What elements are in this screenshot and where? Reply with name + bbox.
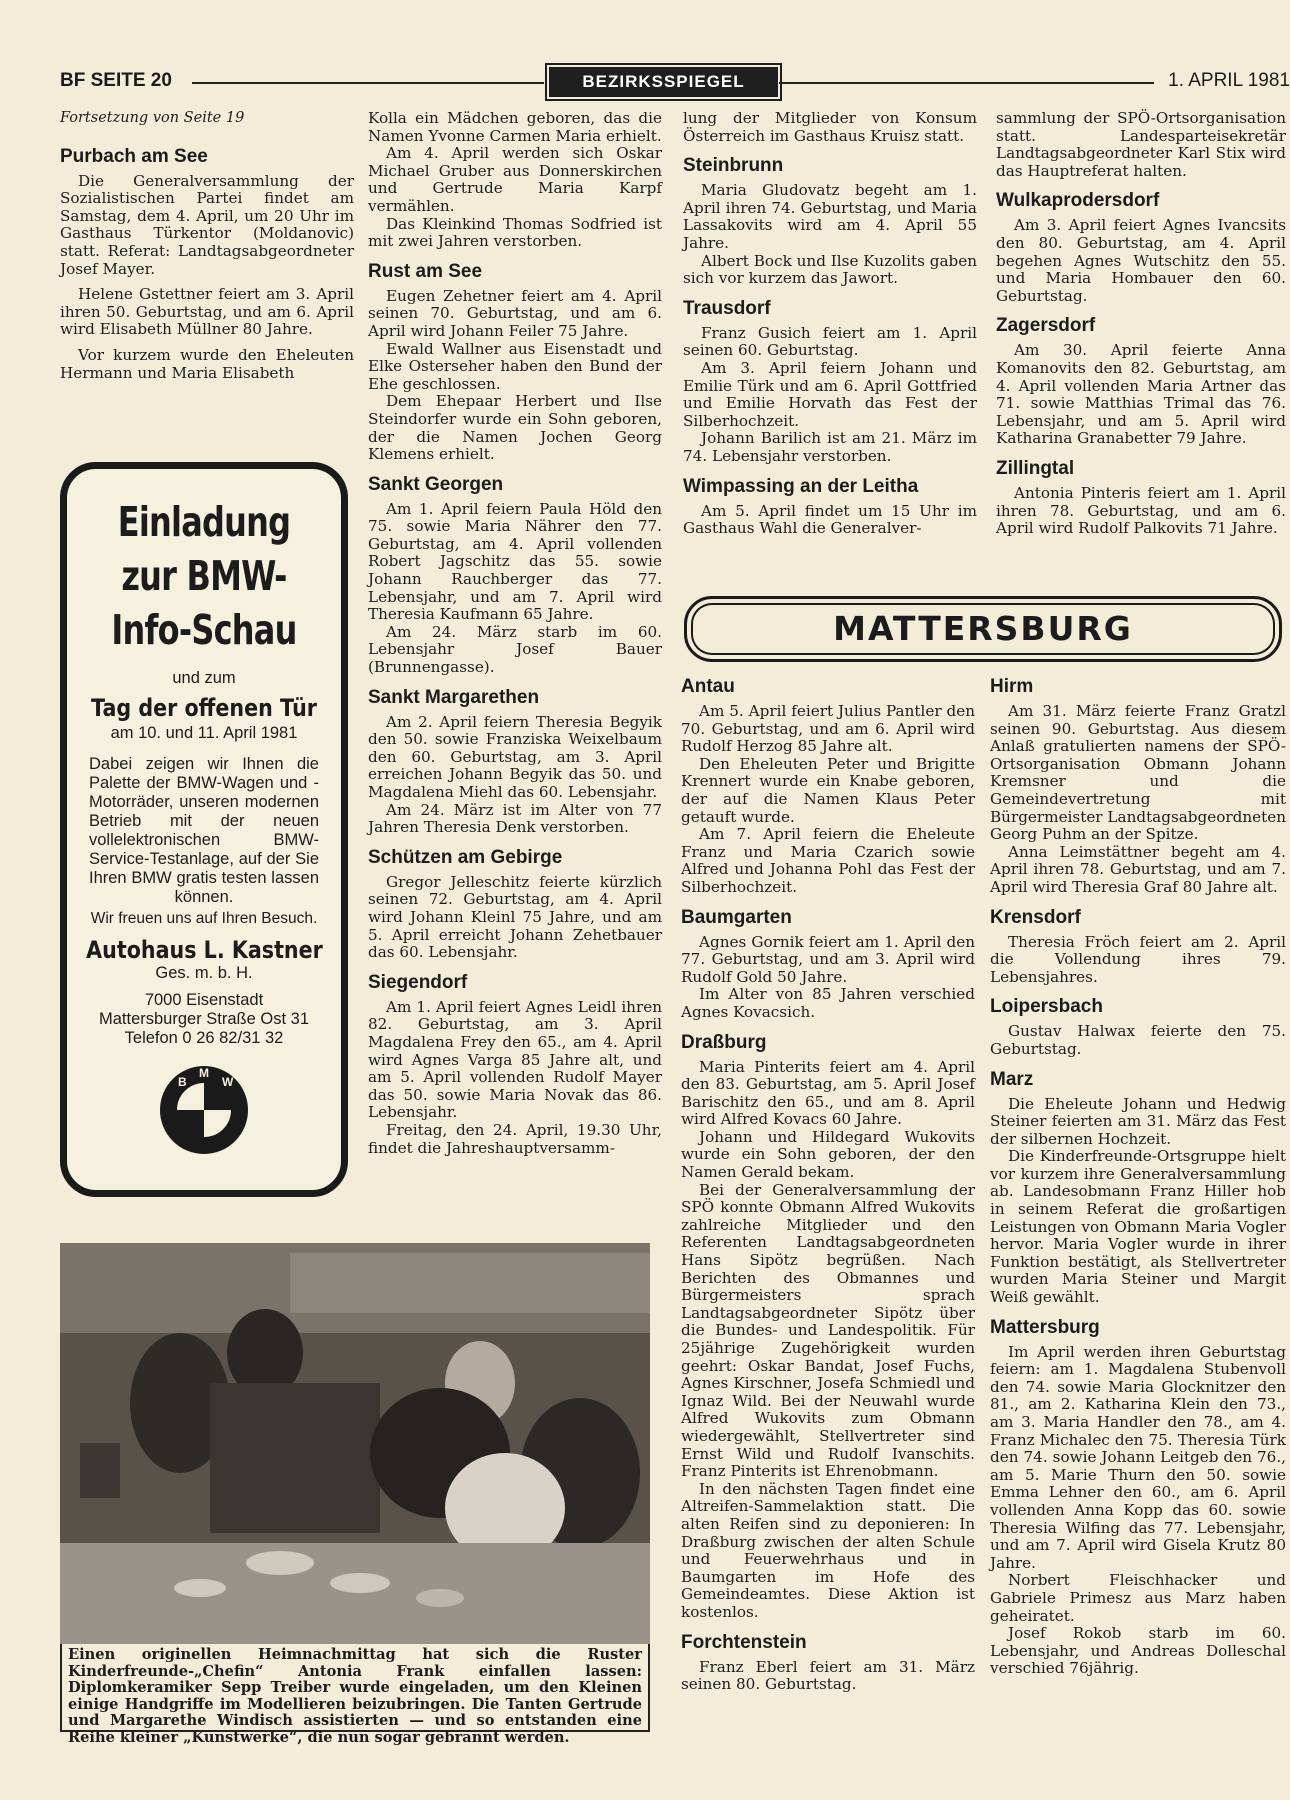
article-paragraph: Johann Barilich ist am 21. März im 74. Lebensjahr verstorben. (683, 429, 977, 465)
ad-company: Autohaus L. Kastner (86, 936, 323, 964)
article-paragraph: Am 31. März feierte Franz Gratzl seinen 90. Geburtstag. Aus diesem Anlaß gratulierten namens der SPÖ-Ortsorganisation Obmann Johann Kremsner und die Gemeindevertretung mit Bürgermeister Landtagsabgeordneten Georg Puhm an der Spitze. (990, 702, 1286, 844)
heading-wimpassing: Wimpassing an der Leitha (683, 475, 919, 497)
heading-purbach: Purbach am See (60, 145, 208, 167)
heading-baumgarten: Baumgarten (681, 906, 792, 928)
column-1 (60, 110, 354, 382)
article-paragraph: Am 3. April feiert Agnes Ivancsits den 80. Geburtstag, am 4. April begehen Agnes Wutschitz den 55. und Maria Hombauer den 60. Geburtstag. (996, 216, 1286, 305)
column-4 (996, 110, 1286, 538)
heading-schuetzen: Schützen am Gebirge (368, 846, 563, 868)
heading-siegendorf: Siegendorf (368, 971, 468, 993)
bmw-advertisement (60, 462, 348, 1197)
ad-phone: Telefon 0 26 82/31 32 (124, 1029, 284, 1047)
article-paragraph: Gregor Jelleschitz feierte kürzlich seinen 72. Geburtstag, am 4. April wird Johann Kleinl 75 Jahre, und am 5. April erreicht Johann Zehetbauer das 60. Lebensjahr. (368, 872, 662, 962)
ad-company-form: Ges. m. b. H. (155, 964, 253, 982)
caption-text: Einen originellen Heimnachmittag hat sich die Ruster Kinderfreunde-„Chefin“ Antonia Frank einfallen lassen: Diplomkeramiker Sepp Treiber wurde eingeladen, um den Kleinen einige Handgriffe im Modellieren beizubringen. Die Tanten Gertrude und Margarethe Windisch assistierten — und so entstanden eine Reihe kleiner „Kunstwerke“, die nun sogar gebrannt werden. (68, 1646, 642, 1746)
ad-title-line: Einladung (117, 498, 291, 546)
svg-text:B: B (178, 1075, 187, 1089)
article-paragraph: Bei der Generalversammlung der SPÖ konnte Obmann Alfred Wukovits zahlreiche Mitglieder und den Referenten Landtagsabgeordneten Hans Sipötz begrüßen. Nach Berichten des Obmannes und Bürgermeisters sprach Landtagsabgeordneter Sipötz über die Bundes- und Landespolitik. Für 25jährige Zugehörigkeit wurden geehrt: Oskar Bandat, Josef Fuchs, Agnes Kirschner, Josefa Schmiedl und Ignaz Wild. Bei der Neuwahl wurde Alfred Wukovits zum Obmann wiedergewählt, Stellvertreter sind Ernst Wild und Rudolf Ivanschits. Franz Pinterits ist Ehrenobmann. (681, 1180, 975, 1481)
article-paragraph: Gustav Halwax feierte den 75. Geburtstag. (990, 1022, 1286, 1058)
article-paragraph: Theresia Fröch feiert am 2. April die Vollendung ihres 79. Lebensjahres. (990, 932, 1286, 986)
article-paragraph: Am 1. April feiern Paula Höld den 75. sowie Maria Nährer den 77. Geburtstag, am 4. April vollenden Robert Jagschitz das 55. sowie Johann Rauchberger das 77. Lebensjahr, und am 7. April wird Theresia Kaufmann 65 Jahre. (368, 499, 662, 624)
article-paragraph: Franz Gusich feiert am 1. April seinen 60. Geburtstag. (683, 323, 977, 360)
article-paragraph: Am 24. März ist im Alter von 77 Jahren Theresia Denk verstorben. (368, 800, 662, 837)
article-paragraph: Am 1. April feiert Agnes Leidl ihren 82. Geburtstag, am 3. April Magdalena Frey den 65., am 4. April wird Agnes Varga 85 Jahre alt, und am 5. April vollenden Rudolf Mayer das 50. sowie Maria Novak das 86. Lebensjahr. (368, 997, 662, 1122)
bmw-logo-icon (158, 1064, 250, 1156)
photo-caption (60, 1644, 650, 1746)
page-number: BF SEITE 20 (60, 70, 172, 91)
article-paragraph: Franz Eberl feiert am 31. März seinen 80. Geburtstag. (681, 1657, 975, 1694)
section-title: BEZIRKSSPIEGEL (549, 67, 778, 97)
district-banner: MATTERSBURG (684, 596, 1282, 662)
article-paragraph: Den Eheleuten Peter und Brigitte Krennert wurde ein Knabe geboren, der auf die Namen Klaus Peter getauft wurde. (681, 754, 975, 826)
svg-text:M: M (199, 1066, 209, 1080)
heading-drassburg: Draßburg (681, 1031, 767, 1053)
article-paragraph: Die Generalversammlung der Sozialistischen Partei findet am Samstag, dem 4. April, um 20 Uhr im Gasthaus Türkentor (Moldanovic) statt. Referat: Landtagsabgeordneter Josef Mayer. (60, 171, 354, 278)
heading-krensdorf: Krensdorf (990, 906, 1081, 928)
article-paragraph: Am 7. April feiern die Eheleute Franz und Maria Czarich sowie Alfred und Johanna Pohl das Fest der Silberhochzeit. (681, 825, 975, 896)
svg-text:W: W (222, 1075, 234, 1089)
heading-rust: Rust am See (368, 260, 483, 282)
ad-welcome: Wir freuen uns auf Ihren Besuch. (90, 910, 318, 927)
mattersburg-column-right (990, 676, 1286, 1678)
header-rule-right (779, 82, 1154, 84)
article-paragraph: Helene Gstettner feiert am 3. April ihren 50. Geburtstag, und am 6. April wird Elisabeth Müllner 80 Jahre. (60, 285, 354, 339)
article-paragraph: Kolla ein Mädchen geboren, das die Namen Yvonne Carmen Maria erhielt. (368, 109, 662, 145)
article-paragraph: Dem Ehepaar Herbert und Ilse Steindorfer wurde ein Sohn geboren, der die Namen Jochen Georg Klemens erhielt. (368, 392, 662, 464)
article-paragraph: Am 2. April feiern Theresia Begyik den 50. sowie Franziska Weixelbaum den 60. Geburtstag, am 3. April erreichen Johann Begyik das 50. und Magdalena Miehl das 60. Lebensjahr. (368, 712, 662, 801)
continuation-note: Fortsetzung von Seite 19 (60, 110, 245, 126)
article-paragraph: Am 24. März starb im 60. Lebensjahr Josef Bauer (Brunnengasse). (368, 622, 662, 677)
article-paragraph: sammlung der SPÖ-Ortsorganisation statt. Landesparteisekretär Landtagsabgeordneter Karl Stix wird das Hauptreferat halten. (996, 109, 1286, 180)
article-paragraph: Die Kinderfreunde-Ortsgruppe hielt vor kurzem ihre Generalversammlung ab. Landesobmann Franz Hiller hob in seinem Referat die großartigen Leistungen von Obmann Maria Vogler hervor. Maria Vogler wurde in ihrer Funktion bestätigt, als Stellvertreter wurden Maria Steiner und Margit Weiß gewählt. (990, 1147, 1286, 1307)
article-paragraph: Anna Leimstättner begeht am 4. April ihren 78. Geburtstag, und am 7. April wird Theresia Graf 80 Jahre alt. (990, 842, 1286, 896)
ad-and: und zum (172, 669, 236, 687)
article-paragraph: Ewald Wallner aus Eisenstadt und Elke Osterseher haben den Bund der Ehe geschlossen. (368, 339, 662, 393)
mattersburg-column-left (681, 676, 975, 1694)
heading-antau: Antau (681, 676, 735, 697)
heading-loipersbach: Loipersbach (990, 996, 1103, 1018)
article-paragraph: Im April werden ihren Geburtstag feiern: am 1. Magdalena Stubenvoll den 74. sowie Maria Glocknitzer den 81., am 2. Katharina Klein den 73., am 3. Maria Handler den 78., am 4. Franz Michalec den 75. Theresia Türk den 74. sowie Johann Leitgeb den 76., am 5. Marie Thurn den 50. sowie Emma Lehner den 60., am 6. April vollenden Anna Kopp das 60. sowie Theresia Wilfing das 77. Lebensjahr, und am 7. April wird Gisela Krutz 80 Jahre. (990, 1342, 1286, 1572)
heading-zillingtal: Zillingtal (996, 457, 1075, 479)
header-rule-left (192, 82, 544, 84)
article-paragraph: Maria Pinterits feiert am 4. April den 83. Geburtstag, am 5. April Josef Barischitz den 65., und am 8. April wird Alfred Kovacs 60 Jahre. (681, 1057, 975, 1129)
article-paragraph: Die Eheleute Johann und Hedwig Steiner feierten am 31. März das Fest der silbernen Hochzeit. (990, 1094, 1286, 1148)
article-paragraph: Norbert Fleischhacker und Gabriele Primesz aus Marz haben geheiratet. (990, 1571, 1286, 1625)
ad-city: 7000 Eisenstadt (144, 991, 264, 1009)
ad-title-line: Info-Schau (111, 606, 297, 654)
heading-sankt-margarethen: Sankt Margarethen (368, 686, 540, 708)
ad-street: Mattersburger Straße Ost 31 (99, 1010, 309, 1028)
photo-scene (60, 1243, 650, 1644)
article-paragraph: Freitag, den 24. April, 19.30 Uhr, findet die Jahreshauptversamm- (368, 1120, 662, 1157)
heading-sankt-georgen: Sankt Georgen (368, 473, 504, 495)
article-paragraph: In den nächsten Tagen findet eine Altreifen-Sammelaktion statt. Die alten Reifen sind zu deponieren: In Draßburg zwischen der alten Schule und Feuerwehrhaus und in Baumgarten im Hofe des Gemeindeamtes. Diese Aktion ist kostenlos. (681, 1479, 975, 1621)
article-paragraph: Das Kleinkind Thomas Sodfried ist mit zwei Jahren verstorben. (368, 214, 662, 251)
article-paragraph: Agnes Gornik feiert am 1. April den 77. Geburtstag, und am 3. April wird Rudolf Gold 50 Jahre. (681, 932, 975, 986)
article-paragraph: Josef Rokob starb im 60. Lebensjahr, und Andreas Dolleschal verschied 76jährig. (990, 1624, 1286, 1678)
article-paragraph: Am 5. April findet um 15 Uhr im Gasthaus Wahl die Generalver- (683, 501, 977, 538)
news-photo (60, 1243, 650, 1644)
heading-steinbrunn: Steinbrunn (683, 155, 784, 177)
article-paragraph: Am 30. April feierte Anna Komanovits den 82. Geburtstag, am 4. April vollenden Maria Artner das 71. sowie Matthias Trimal das 76. Lebensjahr, und am 5. April wird Katharina Granabetter 79 Jahre. (996, 341, 1286, 448)
article-paragraph: lung der Mitglieder von Konsum Österreich im Gasthaus Kruisz statt. (683, 109, 977, 145)
article-paragraph: Maria Gludovatz begeht am 1. April ihren 74. Geburtstag, und Maria Lassakovits wird am 4. April 55 Jahre. (683, 181, 977, 252)
ad-title-line: zur BMW- (121, 552, 287, 600)
heading-zagersdorf: Zagersdorf (996, 315, 1096, 337)
article-paragraph: Antonia Pinteris feiert am 1. April ihren 78. Geburtstag, und am 6. April wird Rudolf Palkovits 71 Jahre. (996, 483, 1286, 538)
article-paragraph: Eugen Zehetner feiert am 4. April seinen 70. Geburtstag, und am 6. April wird Johann Feiler 75 Jahre. (368, 286, 662, 340)
article-paragraph: Albert Bock und Ilse Kuzolits gaben sich vor kurzem das Jawort. (683, 251, 977, 288)
column-3 (683, 110, 977, 538)
heading-hirm: Hirm (990, 676, 1034, 697)
article-paragraph: Johann und Hildegard Wukovits wurde ein Sohn geboren, der den Namen Gerald bekam. (681, 1127, 975, 1182)
article-paragraph: Im Alter von 85 Jahren verschied Agnes Kovacsich. (681, 985, 975, 1021)
article-paragraph: Am 5. April feiert Julius Pantler den 70. Geburtstag, und am 6. April wird Rudolf Herzog 85 Jahre alt. (681, 702, 975, 756)
ad-body: Dabei zeigen wir Ihnen die Palette der BMW-Wagen und -Motorräder, unseren modernen Betrieb mit der neuen vollelektronischen BMW-Service-Testanlage, auf der Sie Ihren BMW gratis testen lassen können. (89, 755, 319, 906)
heading-trausdorf: Trausdorf (683, 297, 771, 319)
article-paragraph: Vor kurzem wurde den Eheleuten Hermann und Maria Elisabeth (60, 345, 354, 382)
ad-dates: am 10. und 11. April 1981 (110, 724, 298, 742)
issue-date: 1. APRIL 1981 (1168, 70, 1290, 91)
heading-forchtenstein: Forchtenstein (681, 1631, 807, 1653)
heading-wulkaprodersdorf: Wulkaprodersdorf (996, 190, 1160, 212)
article-paragraph: Am 3. April feiern Johann und Emilie Türk und am 6. April Gottfried und Emilie Horvath das Fest der Silberhochzeit. (683, 358, 977, 430)
heading-mattersburg: Mattersburg (990, 1316, 1100, 1338)
column-2 (368, 110, 662, 1157)
ad-open-day: Tag der offenen Tür (91, 694, 317, 722)
article-paragraph: Am 4. April werden sich Oskar Michael Gruber aus Donnerskirchen und Gertrude Maria Karpf vermählen. (368, 144, 662, 215)
heading-marz: Marz (990, 1068, 1034, 1090)
